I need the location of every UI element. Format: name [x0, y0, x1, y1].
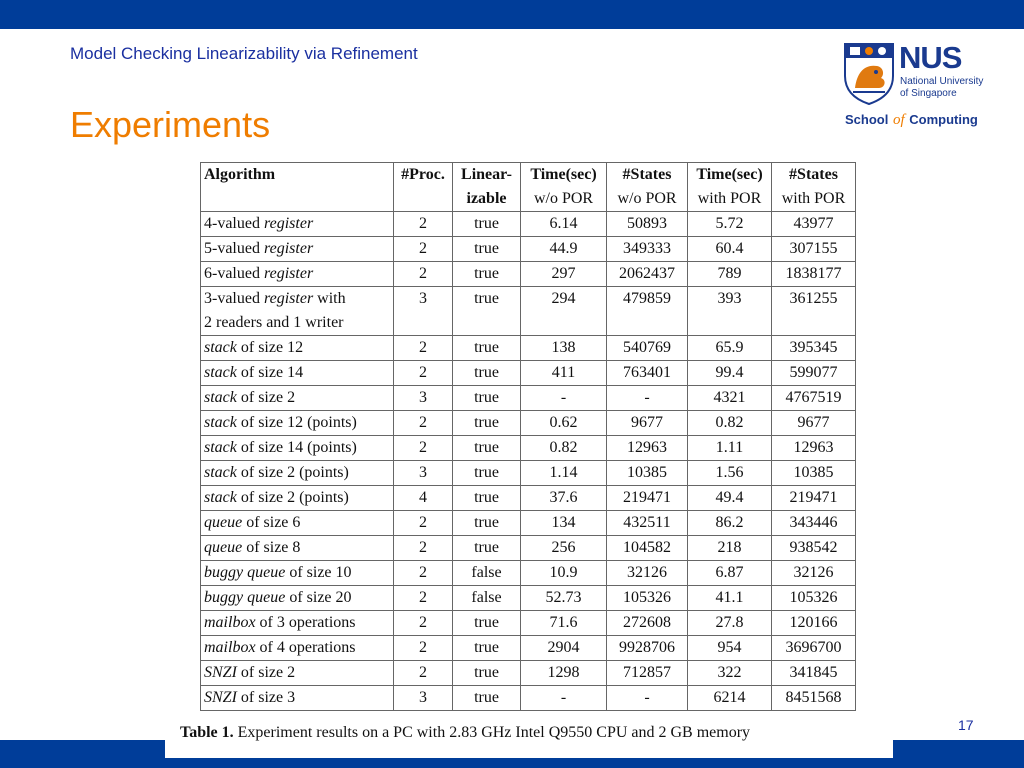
table-row [201, 212, 856, 237]
school-of-computing [845, 112, 978, 129]
algorithm-suffix: of size 10 [285, 564, 352, 581]
table-row [201, 661, 856, 686]
algorithm-cell [201, 237, 394, 262]
results-table [200, 162, 856, 711]
table-cell: 2 [394, 262, 453, 287]
table-cell: 37.6 [521, 486, 607, 511]
table-cell: 50893 [607, 212, 688, 237]
column-header-line1: #Proc. [401, 166, 445, 183]
table-cell: 343446 [772, 511, 856, 536]
table-cell: 2 [394, 661, 453, 686]
column-header-line2: w/o POR [617, 190, 677, 207]
table-cell: 2 [394, 536, 453, 561]
column-header [521, 163, 607, 212]
algorithm-structure: stack [204, 339, 237, 356]
table-cell: true [453, 436, 521, 461]
table-cell: true [453, 361, 521, 386]
table-cell: 0.82 [688, 411, 772, 436]
table-cell: 4 [394, 486, 453, 511]
algorithm-suffix: of size 6 [242, 514, 301, 531]
algorithm-name [204, 686, 390, 710]
deck-title: Model Checking Linearizability via Refinement [70, 44, 418, 63]
table-cell: 2 [394, 336, 453, 361]
column-header [772, 163, 856, 212]
algorithm-suffix: of size 3 [236, 689, 296, 706]
algorithm-structure: register [263, 290, 314, 307]
column-header-line1: #States [622, 166, 672, 183]
table-cell: true [453, 461, 521, 486]
algorithm-structure: SNZI [204, 689, 237, 706]
table-row [201, 411, 856, 436]
algorithm-cell [201, 262, 394, 287]
algorithm-structure: stack [204, 364, 237, 381]
table-cell: 65.9 [688, 336, 772, 361]
algorithm-name [204, 511, 390, 535]
column-header-line1: #States [789, 166, 838, 183]
table-cell: 86.2 [688, 511, 772, 536]
table-cell: 432511 [607, 511, 688, 536]
table-cell: 49.4 [688, 486, 772, 511]
table-cell: true [453, 336, 521, 361]
algorithm-name [204, 561, 390, 585]
algorithm-suffix: of 4 operations [255, 639, 356, 656]
table-cell: 6214 [688, 686, 772, 711]
table-cell: 10.9 [521, 561, 607, 586]
table-cell: 9677 [607, 411, 688, 436]
algorithm-structure: stack [204, 389, 237, 406]
table-cell: true [453, 661, 521, 686]
algorithm-structure: stack [204, 464, 237, 481]
table-row [201, 536, 856, 561]
nus-crest-icon [843, 42, 895, 106]
table-cell: 10385 [772, 461, 856, 486]
table-cell: 307155 [772, 237, 856, 262]
table-cell: 9677 [772, 411, 856, 436]
algorithm-name-line2: 2 readers and 1 writer [204, 314, 344, 331]
table-cell: 712857 [607, 661, 688, 686]
table-cell: true [453, 386, 521, 411]
table-cell: 52.73 [521, 586, 607, 611]
table-cell: true [453, 237, 521, 262]
algorithm-name [204, 212, 390, 236]
algorithm-name [204, 361, 390, 385]
table-cell: true [453, 611, 521, 636]
algorithm-name [204, 611, 390, 635]
table-row [201, 636, 856, 661]
algorithm-name [204, 436, 390, 460]
table-row [201, 586, 856, 611]
algorithm-structure: stack [204, 414, 237, 431]
table-cell: 32126 [772, 561, 856, 586]
table-row [201, 561, 856, 586]
column-header-line2 [204, 187, 390, 211]
table-cell: true [453, 636, 521, 661]
table-cell: 479859 [607, 287, 688, 336]
table-cell: 1298 [521, 661, 607, 686]
slide-title: Experiments [70, 104, 271, 145]
algorithm-structure: SNZI [204, 664, 237, 681]
table-cell: 41.1 [688, 586, 772, 611]
algorithm-structure: stack [204, 489, 237, 506]
table-cell: 138 [521, 336, 607, 361]
page-number: 17 [958, 717, 974, 733]
table-cell: 361255 [772, 287, 856, 336]
algorithm-structure: mailbox [204, 614, 256, 631]
table-cell: 3 [394, 386, 453, 411]
nus-subtitle: National University of Singapore [900, 76, 984, 99]
algorithm-cell [201, 336, 394, 361]
algorithm-name [204, 262, 390, 286]
algorithm-cell [201, 361, 394, 386]
table-cell: 2 [394, 361, 453, 386]
algorithm-cell [201, 486, 394, 511]
table-header-row [201, 163, 856, 212]
table-cell: 32126 [607, 561, 688, 586]
algorithm-cell [201, 636, 394, 661]
table-cell: 43977 [772, 212, 856, 237]
table-cell: 9928706 [607, 636, 688, 661]
table-cell: 134 [521, 511, 607, 536]
algorithm-suffix: of 3 operations [255, 614, 356, 631]
table-cell: 27.8 [688, 611, 772, 636]
table-cell: 411 [521, 361, 607, 386]
table-body [201, 212, 856, 711]
algorithm-name [204, 237, 390, 261]
algorithm-name [204, 336, 390, 360]
table-cell: 599077 [772, 361, 856, 386]
top-banner [0, 0, 1024, 29]
table-cell: 2 [394, 212, 453, 237]
algorithm-name [204, 536, 390, 560]
table-cell: 3 [394, 461, 453, 486]
table-cell: 105326 [772, 586, 856, 611]
algorithm-suffix: of size 20 [285, 589, 352, 606]
algorithm-suffix: of size 14 (points) [236, 439, 357, 456]
algorithm-cell [201, 611, 394, 636]
algorithm-prefix: 3-valued [204, 290, 264, 307]
table-cell: 2 [394, 511, 453, 536]
table-cell: 99.4 [688, 361, 772, 386]
table-cell: 2 [394, 436, 453, 461]
table-cell: true [453, 686, 521, 711]
column-header-line2 [397, 187, 449, 211]
table-row [201, 511, 856, 536]
algorithm-cell [201, 212, 394, 237]
table-cell: 2 [394, 411, 453, 436]
table-row [201, 436, 856, 461]
column-header-line1: Time(sec) [530, 166, 597, 183]
algorithm-structure: stack [204, 439, 237, 456]
table-cell: - [521, 686, 607, 711]
table-cell: 297 [521, 262, 607, 287]
algorithm-structure: mailbox [204, 639, 256, 656]
table-row [201, 287, 856, 336]
nus-logo [843, 40, 993, 135]
algorithm-suffix: of size 12 (points) [236, 414, 357, 431]
algorithm-prefix: 4-valued [204, 215, 264, 232]
table-cell: 5.72 [688, 212, 772, 237]
algorithm-suffix: of size 14 [236, 364, 304, 381]
table-cell: 272608 [607, 611, 688, 636]
table-cell: 4767519 [772, 386, 856, 411]
table-row [201, 686, 856, 711]
algorithm-cell [201, 411, 394, 436]
table-cell: 0.82 [521, 436, 607, 461]
algorithm-suffix: of size 2 (points) [236, 464, 349, 481]
algorithm-suffix: with [313, 290, 346, 307]
algorithm-name [204, 411, 390, 435]
results-table-container [200, 162, 855, 711]
algorithm-suffix: of size 2 (points) [236, 489, 349, 506]
algorithm-cell [201, 661, 394, 686]
algorithm-structure: register [263, 215, 314, 232]
algorithm-suffix: of size 2 [236, 664, 296, 681]
table-cell: 60.4 [688, 237, 772, 262]
algorithm-structure: register [263, 240, 314, 257]
column-header [394, 163, 453, 212]
table-row [201, 461, 856, 486]
table-cell: false [453, 561, 521, 586]
table-cell: 789 [688, 262, 772, 287]
table-cell: 218 [688, 536, 772, 561]
table-cell: 763401 [607, 361, 688, 386]
column-header [688, 163, 772, 212]
algorithm-cell [201, 536, 394, 561]
table-cell: 2 [394, 237, 453, 262]
table-cell: true [453, 486, 521, 511]
table-row [201, 361, 856, 386]
table-cell: 6.14 [521, 212, 607, 237]
of-word: of [892, 112, 905, 128]
table-cell: 1.11 [688, 436, 772, 461]
table-cell: 256 [521, 536, 607, 561]
table-cell: 104582 [607, 536, 688, 561]
table-cell: 322 [688, 661, 772, 686]
table-cell: 44.9 [521, 237, 607, 262]
algorithm-name [204, 287, 390, 311]
table-row [201, 262, 856, 287]
algorithm-name [204, 386, 390, 410]
table-cell: 4321 [688, 386, 772, 411]
table-cell: 2904 [521, 636, 607, 661]
algorithm-suffix: of size 12 [236, 339, 304, 356]
column-header [607, 163, 688, 212]
column-header-line2: w/o POR [533, 190, 594, 207]
algorithm-name [204, 636, 390, 660]
column-header [453, 163, 521, 212]
table-row [201, 237, 856, 262]
column-header-line1: Time(sec) [696, 166, 763, 183]
table-cell: - [607, 686, 688, 711]
table-row [201, 486, 856, 511]
table-cell: 1.56 [688, 461, 772, 486]
column-header-line1: Algorithm [204, 166, 276, 183]
table-caption [180, 724, 750, 742]
table-cell: 395345 [772, 336, 856, 361]
table-cell: 3 [394, 287, 453, 336]
table-cell: 71.6 [521, 611, 607, 636]
column-header-line2: with POR [781, 190, 846, 207]
table-cell: 2 [394, 611, 453, 636]
table-row [201, 386, 856, 411]
table-cell: 1.14 [521, 461, 607, 486]
algorithm-suffix: of size 8 [242, 539, 301, 556]
algorithm-structure: buggy queue [204, 589, 286, 606]
table-cell: 12963 [772, 436, 856, 461]
table-cell: 2 [394, 561, 453, 586]
table-cell: 3696700 [772, 636, 856, 661]
table-cell: 10385 [607, 461, 688, 486]
algorithm-name [204, 461, 390, 485]
table-cell: 105326 [607, 586, 688, 611]
algorithm-cell [201, 287, 394, 336]
table-cell: 938542 [772, 536, 856, 561]
caption-text: Experiment results on a PC with 2.83 GHz Intel Q9550 CPU and 2 GB memory [233, 724, 751, 741]
column-header [201, 163, 394, 212]
caption-label: Table 1. [180, 724, 234, 741]
table-cell: true [453, 262, 521, 287]
algorithm-suffix: of size 2 [236, 389, 296, 406]
table-cell: true [453, 287, 521, 336]
column-header-line2: izable [466, 190, 507, 207]
table-cell: - [521, 386, 607, 411]
nus-wordmark: NUS [899, 40, 962, 75]
table-cell: 341845 [772, 661, 856, 686]
table-cell: 120166 [772, 611, 856, 636]
algorithm-cell [201, 436, 394, 461]
algorithm-prefix: 6-valued [204, 265, 264, 282]
table-cell: 219471 [772, 486, 856, 511]
algorithm-prefix: 5-valued [204, 240, 264, 257]
table-cell: 3 [394, 686, 453, 711]
school-word: School [845, 112, 889, 127]
table-cell: 349333 [607, 237, 688, 262]
table-cell: 393 [688, 287, 772, 336]
table-cell: true [453, 212, 521, 237]
algorithm-name [204, 586, 390, 610]
table-cell: - [607, 386, 688, 411]
table-cell: 2062437 [607, 262, 688, 287]
table-cell: 954 [688, 636, 772, 661]
table-cell: 8451568 [772, 686, 856, 711]
algorithm-structure: register [263, 265, 314, 282]
column-header-line1: Linear- [461, 166, 512, 183]
algorithm-cell [201, 561, 394, 586]
table-cell: 12963 [607, 436, 688, 461]
algorithm-cell [201, 511, 394, 536]
table-cell: 540769 [607, 336, 688, 361]
algorithm-cell [201, 686, 394, 711]
table-cell: 2 [394, 586, 453, 611]
algorithm-structure: buggy queue [204, 564, 286, 581]
table-cell: true [453, 536, 521, 561]
table-cell: 1838177 [772, 262, 856, 287]
algorithm-cell [201, 461, 394, 486]
algorithm-name [204, 661, 390, 685]
algorithm-structure: queue [204, 514, 243, 531]
table-cell: 219471 [607, 486, 688, 511]
table-cell: false [453, 586, 521, 611]
table-cell: 0.62 [521, 411, 607, 436]
algorithm-cell [201, 386, 394, 411]
algorithm-structure: queue [204, 539, 243, 556]
table-cell: true [453, 511, 521, 536]
table-cell: 294 [521, 287, 607, 336]
computing-word: Computing [909, 112, 978, 127]
column-header-line2: with POR [697, 190, 762, 207]
table-cell: 6.87 [688, 561, 772, 586]
table-cell: 2 [394, 636, 453, 661]
table-row [201, 336, 856, 361]
table-cell: true [453, 411, 521, 436]
algorithm-cell [201, 586, 394, 611]
algorithm-name [204, 486, 390, 510]
table-row [201, 611, 856, 636]
